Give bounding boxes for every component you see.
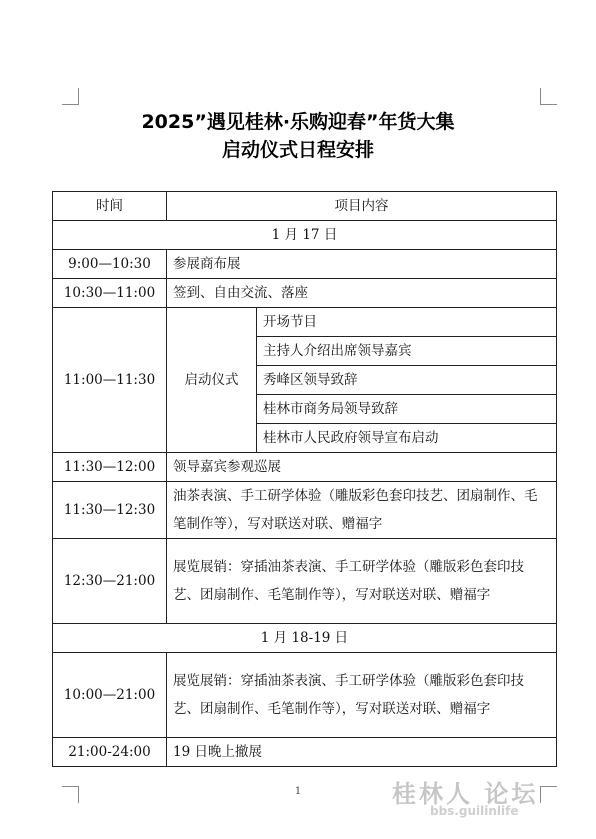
site-watermark: 桂林人 论坛: [392, 780, 539, 808]
ceremony-label: 启动仪式: [167, 308, 257, 453]
ceremony-item: 秀峰区领导致辞: [257, 366, 557, 395]
crop-mark-top-right: [540, 88, 557, 105]
time-cell: 9:00—10:30: [53, 250, 167, 279]
time-cell: 11:30—12:00: [53, 453, 167, 482]
time-cell: 12:30—21:00: [53, 539, 167, 624]
content-cell: 领导嘉宾参观巡展: [167, 453, 557, 482]
time-cell: 21:00-24:00: [53, 738, 167, 767]
crop-mark-top-left: [62, 88, 79, 105]
content-cell: 展览展销：穿插油茶表演、手工研学体验（雕版彩色套印技艺、团扇制作、毛笔制作等），写对联送对联、赠福字: [167, 539, 557, 624]
table-row: [53, 539, 557, 624]
ceremony-item: 桂林市人民政府领导宣布启动: [257, 424, 557, 453]
table-row: [53, 453, 557, 482]
site-watermark-sub: bbs.guilinlife: [430, 804, 519, 818]
content-cell: 参展商布展: [167, 250, 557, 279]
document-subtitle: 启动仪式日程安排: [221, 139, 374, 161]
time-cell: 10:00—21:00: [53, 653, 167, 738]
ceremony-item: 桂林市商务局领导致辞: [257, 395, 557, 424]
ceremony-item: 开场节目: [257, 308, 557, 337]
table-row: [53, 250, 557, 279]
content-cell: 19 日晚上撤展: [167, 738, 557, 767]
table-row: [53, 482, 557, 539]
date-label: 1 月 18-19 日: [53, 624, 557, 653]
time-cell: 11:00—11:30: [53, 308, 167, 453]
table-header-row: [53, 192, 557, 221]
header-time: 时间: [53, 192, 167, 221]
content-cell: 签到、自由交流、落座: [167, 279, 557, 308]
ceremony-item: 主持人介绍出席领导嘉宾: [257, 337, 557, 366]
document-title: 2025”遇见桂林·乐购迎春”年货大集: [141, 111, 455, 133]
table-row: [53, 279, 557, 308]
content-cell: 油茶表演、手工研学体验（雕版彩色套印技艺、团扇制作、毛笔制作等），写对联送对联、赠福字: [167, 482, 557, 539]
table-row: [53, 653, 557, 738]
date-row-day2: [53, 624, 557, 653]
date-label: 1 月 17 日: [53, 221, 557, 250]
time-cell: 11:30—12:30: [53, 482, 167, 539]
table-row: [53, 738, 557, 767]
schedule-table: [52, 191, 557, 767]
date-row-day1: [53, 221, 557, 250]
page-number: 1: [294, 786, 302, 797]
ceremony-row: [53, 308, 557, 337]
time-cell: 10:30—11:00: [53, 279, 167, 308]
header-content: 项目内容: [167, 192, 557, 221]
content-cell: 展览展销：穿插油茶表演、手工研学体验（雕版彩色套印技艺、团扇制作、毛笔制作等），写对联送对联、赠福字: [167, 653, 557, 738]
